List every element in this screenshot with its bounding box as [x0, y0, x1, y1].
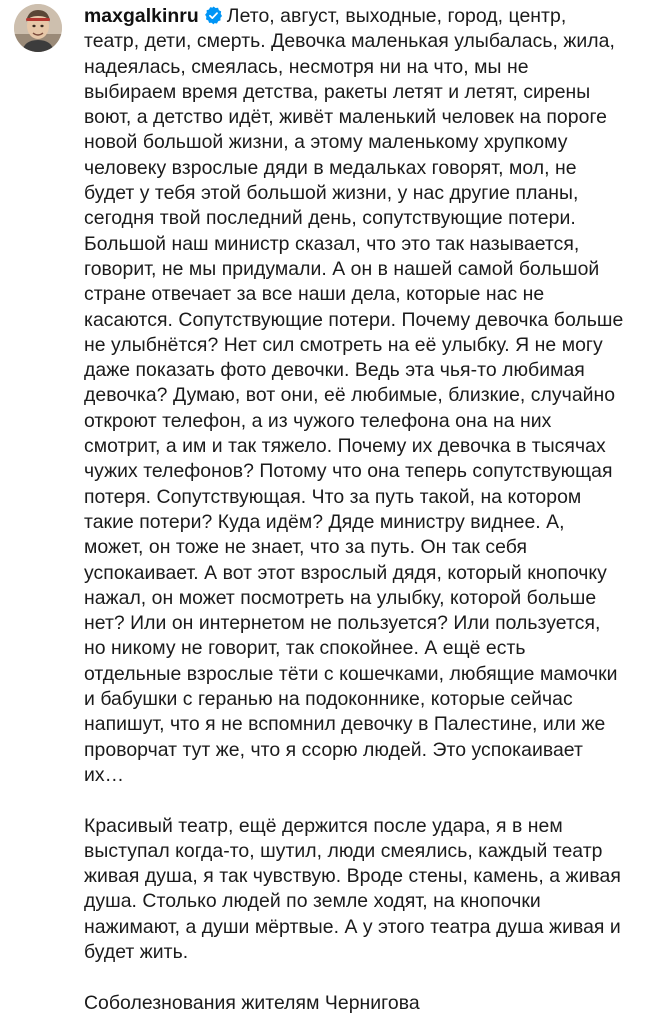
caption-text: [84, 4, 629, 1016]
caption-paragraph-3: Соболезнования жителям Чернигова: [84, 991, 420, 1014]
caption-body-1: Лето, август, выходные, город, центр, театр, дети, смерть. Девочка маленькая улыбалась, жила, надеялась, смеялась, несмотря ни на что, мы не выбираем время детства, ракеты летят и летят, сирены воют, а детство идёт, живёт маленький человек на пороге новой большой жизни, а этому маленькому хрупкому человеку взрослые дяди в медальках говорят, мол, не будет у тебя этой большой жизни, у нас другие планы, сегодня твой последний день, сопутствующие потери. Большой наш министр сказал, что это так называется, говорит, не мы придумали. А он в нашей самой большой стране отвечает за все наши дела, которые нас не касаются. Сопутствующие потери. Почему девочка больше не улыбнётся? Нет сил смотреть на её улыбку. Я не могу даже показать фото девочки. Ведь эта чья-то любимая девочка? Думаю, вот они, её любимые, близкие, случайно откроют телефон, а из чужого телефона она на них смотрит, а им и так тяжело. Почему их девочка в тысячах чужих телефонов? Потому что она теперь сопутствующая потеря. Сопутствующая. Что за путь такой, на котором такие потери? Куда идём? Дяде министру виднее. А, может, он тоже не знает, что за путь. Он так себя успокаивает. А вот этот взрослый дядя, который кнопочку нажал, он может посмотреть на улыбку, которой больше нет? Или он интернетом не пользуется? Или пользуется, но никому не говорит, так спокойнее. А ещё есть отдельные взрослые тёти с кошечками, любящие мамочки и бабушки с геранью на подоконнике, которые сейчас напишут, что я не вспомнил девочку в Палестине, или же проворчат тут же, что я ссорю людей. Это успокаивает их…: [84, 5, 629, 786]
verified-badge-icon: [204, 6, 223, 25]
avatar[interactable]: [14, 4, 62, 52]
username-link[interactable]: maxgalkinru: [84, 5, 199, 27]
caption-paragraph-2: Красивый театр, ещё держится после удара, я в нем выступал когда-то, шутил, люди смеялись, каждый театр живая душа, я так чувствую. Вроде стены, камень, а живая душа. Столько людей по земле ходят, на кнопочки нажимают, а души мёртвые. А у этого театра душа живая и будет жить.: [84, 814, 627, 963]
caption-paragraph-1: [84, 4, 629, 788]
avatar-photo-icon: [14, 4, 62, 52]
